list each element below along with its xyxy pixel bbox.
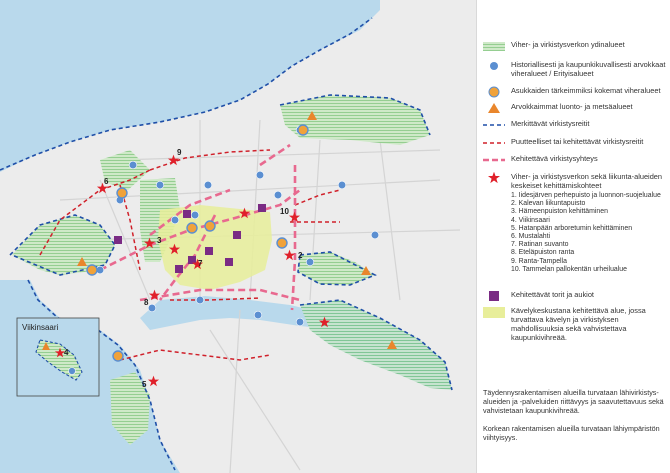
orange-triangle-icon bbox=[483, 102, 505, 116]
target-item-4: 4. Viikinsaari bbox=[511, 216, 550, 224]
target-number-8: 8 bbox=[144, 298, 149, 307]
note-high-rise: Korkean rakentamisen alueilla turvataan lähiympäristön viihtyisyys. bbox=[483, 424, 660, 442]
legend-label: Viher- ja virkistysverkon ydinalueet bbox=[511, 40, 625, 49]
legend-label: Puutteelliset tai kehitettävät virkistysreitit bbox=[511, 137, 644, 146]
target-item-7: 7. Ratinan suvanto bbox=[511, 241, 569, 249]
legend-label: Arvokkaimmat luonto- ja metsäalueet bbox=[511, 102, 633, 111]
legend-label: Asukkaiden tärkeimmiksi kokemat viheralueet bbox=[511, 86, 661, 95]
target-item-2: 2. Kalevan liikuntapuisto bbox=[511, 200, 586, 208]
red-dashed-line-icon bbox=[483, 137, 505, 151]
green-hatch-icon bbox=[483, 40, 505, 54]
legend-label: Kehitettävä virkistysyhteys bbox=[511, 154, 598, 163]
target-item-1: 1. Iidesjärven perhepuisto ja luonnon-suojelualue bbox=[511, 192, 661, 199]
target-number-10: 10 bbox=[280, 207, 289, 216]
legend-label: Historiallisesti ja kaupunkikuvallisesti arvokkaat viheralueet / Erityisalueet bbox=[511, 60, 666, 78]
legend-label: Merkittävät virkistysreitit bbox=[511, 119, 590, 128]
target-item-10: 10. Tammelan pallokentän urheilualue bbox=[511, 265, 627, 273]
map-legend bbox=[476, 0, 670, 473]
target-number-5: 5 bbox=[142, 380, 147, 389]
targets-list bbox=[511, 192, 669, 274]
legend-label: Kehitettävät torit ja aukiot bbox=[511, 290, 594, 299]
note-infill: Täydennysrakentamisen alueilla turvataan lähivirkistys-alueiden ja -palveluiden riittävyys ja saavutettavuus sekä vahvistetaan kaupunkivihreää. bbox=[483, 388, 664, 415]
viikinsaari-inset bbox=[17, 318, 99, 396]
inset-title: Viikinsaari bbox=[22, 323, 59, 332]
target-item-9: 9. Ranta-Tampella bbox=[511, 257, 567, 265]
target-number-9: 9 bbox=[177, 148, 182, 157]
target-number-4: 4 bbox=[64, 348, 69, 357]
blue-dot-icon bbox=[483, 60, 505, 74]
purple-square-icon bbox=[483, 290, 505, 304]
target-number-2: 2 bbox=[298, 251, 303, 260]
orange-dot-icon bbox=[483, 86, 505, 100]
target-item-3: 3. Hämeenpuiston kehittäminen bbox=[511, 208, 608, 216]
target-number-7: 7 bbox=[198, 259, 203, 268]
target-item-8: 8. Eteläpuiston ranta bbox=[511, 249, 575, 257]
legend-label: Kävelykeskustana kehitettävä alue, jossa turvattava kävelyn ja virkistyksen mahdollisuuksia sekä vahvistettava kaupunkivihreää. bbox=[511, 306, 646, 342]
pink-dashed-line-icon bbox=[483, 154, 505, 168]
target-number-3: 3 bbox=[157, 236, 162, 245]
target-number-6: 6 bbox=[104, 177, 109, 186]
blue-dashed-line-icon bbox=[483, 119, 505, 133]
target-item-5: 5. Hatanpään arboretumin kehittäminen bbox=[511, 224, 633, 232]
legend-label: Viher- ja virkistysverkon sekä liikunta-alueiden keskeiset kehittämiskohteet bbox=[511, 172, 663, 190]
red-star-icon bbox=[483, 172, 505, 186]
target-item-6: 6. Mustalahti bbox=[511, 233, 551, 241]
yellow-zone-icon bbox=[483, 306, 505, 320]
